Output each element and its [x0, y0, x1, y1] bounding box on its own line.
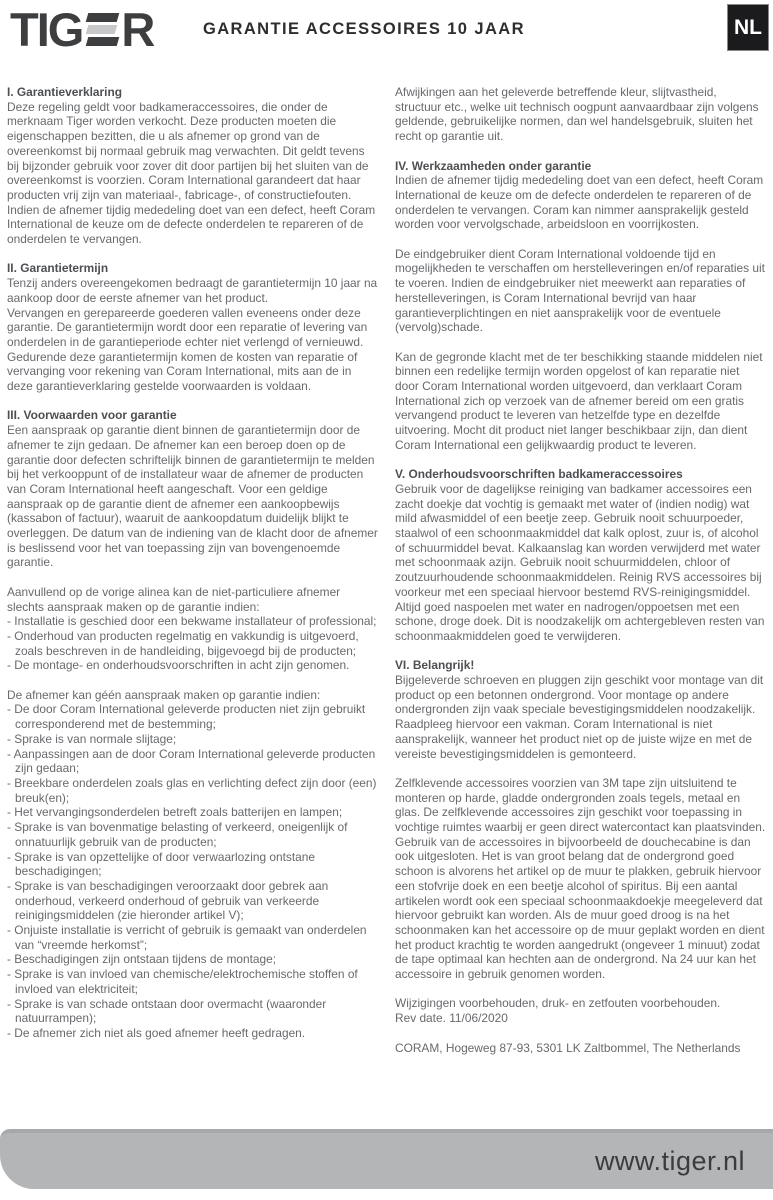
list-item: - Sprake is van bovenmatige belasting of verkeerd, oneigenlijk of onnatuurlijk gebruik van de producten;: [7, 820, 348, 849]
paragraph-gap: [395, 761, 766, 776]
paragraph: Bijgeleverde schroeven en pluggen zijn geschikt voor montage van dit product op een betonnen ondergrond. Voor montage op andere ondergronden zijn vaak speciale bevestigingsmiddelen noodzakelijk. Raadpleeg hiervoor een vakman. Coram International is niet aansprakelijk, wanneer het product niet op de juiste wijze en met de vereiste bevestigingsmiddelen is gemonteerd.: [395, 673, 764, 761]
list-item: - Sprake is van normale slijtage;: [7, 731, 177, 746]
list-item: - Sprake is van schade ontstaan door overmacht (waaronder natuurrampen);: [7, 996, 327, 1026]
paragraph-gap: [395, 144, 766, 159]
list-item: - Sprake is van invloed van chemische/elektrochemische stoffen of invloed van elektriciteit;: [7, 967, 358, 996]
section-heading: I. Garantieverklaring: [7, 85, 122, 99]
section-heading: V. Onderhoudsvoorschriften badkameraccessoires: [395, 467, 683, 482]
paragraph-gap: [395, 335, 766, 350]
logo-text-pre: TIG: [10, 3, 83, 56]
paragraph: Een aanspraak op garantie dient binnen de garantietermijn door de afnemer te zijn gedaan. De afnemer kan een beroep doen op de garantie door defecten schriftelijk binnen de garantietermijn te melden bij het verkooppunt of de installateur waar de afnemer de producten van Coram International heeft aangeschaft. Voor een geldige aanspraak op de garantie dient de afnemer een aankoopbewijs (kassabon of factuur), waaruit de aankoopdatum duidelijk blijkt te overleggen. De datum van de indiening van de klacht door de afnemer is beslissend voor het van toepassing zijn van bovengenoemde garantie.: [7, 423, 378, 570]
paragraph-gap: [395, 453, 766, 468]
paragraph: Gedurende deze garantietermijn komen de kosten van reparatie of vervanging voor rekening van Coram International, mits aan de in deze garantieverklaring gestelde voorwaarden is voldaan.: [7, 349, 358, 394]
paragraph-gap: [395, 232, 766, 247]
list-item: - Onjuiste installatie is verricht of gebruik is gemaakt van onderdelen van “vreemde herkomst”;: [7, 923, 367, 952]
logo-e-bars-icon: [87, 13, 118, 46]
paragraph-gap: [7, 247, 378, 262]
footer-bar: [0, 1129, 773, 1189]
tiger-website-link[interactable]: www.tiger.nl: [594, 1145, 745, 1176]
list-item: - Sprake is van beschadigingen veroorzaakt door gebrek aan onderhoud, verkeerd onderhoud of gebruik van verkeerde reinigingsmiddelen (zie hieronder artikel V);: [7, 878, 329, 923]
paragraph-gap: [7, 673, 378, 688]
paragraph-gap: [395, 982, 766, 997]
paragraph: Zelfklevende accessoires voorzien van 3M tape zijn uitsluitend te monteren op harde, gladde ondergronden zoals tegels, metaal en glas. De zelfklevende accessoires zijn geschikt voor toepassing in vochtige ruimtes waarbij er geen direct watercontact kan plaatsvinden. Gebruik van de accessoires in bijvoorbeeld de douchecabine is dan ook uitgesloten. Het is van groot belang dat de ondergrond goed schoon is alvorens het artikel op de muur te plakken, gebruik hiervoor een stofvrije doek en een beetje alcohol of spiritus. Bij een aantal artikelen wordt ook een speciaal schoonmaakdoekje meegeleverd dat hiervoor gebruikt kan worden. Als de muur goed droog is na het schoonmaken kan het accessoire op de muur geplakt worden en dient het product krachtig te worden aangedrukt (ongeveer 1 minuut) zodat de tape optimaal kan hechten aan de ondergrond. Na 24 uur kan het accessoire in gebruik genomen worden.: [395, 775, 766, 982]
paragraph: Gebruik voor de dagelijkse reiniging van badkamer accessoires een zacht doekje dat vochtig is gemaakt met water of (indien nodig) wat mild afwasmiddel of een beetje zeep. Gebruik nooit schuurpoeder, staalwol of een schoonmaakmiddel dat kalk oplost, zuur is, of alcohol of schuurmiddel bevat. Kalkaanslag kan worden verwijderd met water met schoonmaak azijn. Gebruik nooit schuurmiddelen, chloor of zoutzuurhoudende schoonmaakmiddelen. Reinig RVS accessoires bij voorkeur met een speciaal hiervoor bestemd RVS-reinigingsmiddel. Altijd goed naspoelen met water en nadrogen/oppoetsen met een schone, droge doek. Dit is noodzakelijk om achtergebleven resten van schoonmaakmiddelen goed te verwijderen.: [395, 481, 765, 643]
document-header: [0, 0, 773, 84]
paragraph-gap: [7, 570, 378, 585]
section-heading: IV. Werkzaamheden onder garantie: [395, 158, 592, 173]
list-item: - De afnemer zich niet als goed afnemer heeft gedragen.: [7, 1025, 306, 1040]
list-item: - Beschadigingen zijn ontstaan tijdens de montage;: [7, 952, 277, 967]
page-title: GARANTIE ACCESSOIRES 10 JAAR: [203, 20, 525, 38]
list-item: - Sprake is van opzettelijke of door verwaarlozing ontstane beschadigingen;: [7, 849, 316, 879]
section-heading: II. Garantietermijn: [7, 261, 109, 276]
paragraph: Vervangen en gerepareerde goederen vallen eveneens onder deze garantie. De garantietermijn wordt door een reparatie of levering van onderdelen in de garantieperiode echter niet verlengd of vernieuwd.: [7, 305, 368, 349]
paragraph: De afnemer kan géén aanspraak maken op garantie indien:: [7, 687, 321, 702]
paragraph-gap: [7, 394, 378, 409]
list-item: - Onderhoud van producten regelmatig en vakkundig is uitgevoerd, zoals beschreven in de handleiding, bijgevoegd bij de producten;: [7, 628, 359, 658]
list-item: - Het vervangingsonderdelen betreft zoals batterijen en lampen;: [7, 805, 343, 820]
paragraph-gap: [395, 644, 766, 659]
list-item: - Installatie is geschied door een bekwame installateur of professional;: [7, 614, 377, 629]
paragraph: Afwijkingen aan het geleverde betreffende kleur, slijtvastheid, structuur etc., welke uit technisch oogpunt aanvaardbaar zijn volgens geldende, gebruikelijke normen, dan wel handelsgebruik, sluiten het recht op garantie uit.: [395, 85, 759, 144]
paragraph-gap: [395, 1026, 766, 1041]
paragraph: Kan de gegronde klacht met de ter beschikking staande middelen niet binnen een redelijke termijn worden opgelost of kan reparatie niet door Coram International worden uitgevoerd, dan verklaart Coram International zich op verzoek van de afnemer bereid om een gratis vervangend product te leveren van hetzelfde type en dezelfde uitvoering. Mocht dit product niet langer beschikbaar zijn, dan dient Coram International een gelijkwaardig product te leveren.: [395, 349, 763, 452]
paragraph: Deze regeling geldt voor badkameraccessoires, die onder de merknaam Tiger worden verkocht. Deze producten moeten die eigenschappen bezitten, die u als afnemer op grond van de overeenkomst bij normaal gebruik mag verwachten. Dit geldt tevens bij bijzonder gebruik voor zover dit door partijen bij het sluiten van de overeenkomst is voorzien. Coram International garandeert dat haar producten vrij zijn van materiaal-, fabricage-, of constructiefouten. Indien de afnemer tijdig mededeling doet van een defect, heeft Coram International de keuze om de defecte onderdelen te repareren of de onderdelen te vervangen.: [7, 99, 376, 247]
paragraph: Wijzigingen voorbehouden, druk- en zetfouten voorbehouden.: [395, 996, 721, 1011]
tiger-logo: [10, 3, 154, 56]
paragraph: Aanvullend op de vorige alinea kan de niet-particuliere afnemer slechts aanspraak maken op de garantie indien:: [7, 584, 341, 614]
list-item: - De montage- en onderhoudsvoorschriften in acht zijn genomen.: [7, 658, 350, 673]
list-item: - Aanpassingen aan de door Coram International geleverde producten zijn gedaan;: [7, 746, 376, 776]
paragraph: De eindgebruiker dient Coram International voldoende tijd en mogelijkheden te verschaffen om herstelleveringen en/of reparaties uit te voeren. Indien de eindgebruiker niet meewerkt aan reparaties of herstelleveringen, is Coram International bevrijd van haar garantieverplichtingen en niet aansprakelijk voor de eventuele (vervolg)schade.: [395, 246, 765, 335]
paragraph: CORAM, Hogeweg 87-93, 5301 LK Zaltbommel, The Netherlands: [395, 1040, 741, 1055]
right-column: [395, 85, 766, 1127]
paragraph: Tenzij anders overeengekomen bedraagt de garantietermijn 10 jaar na aankoop door de eerste afnemer van het product.: [7, 276, 378, 305]
list-item: - De door Coram International geleverde producten niet zijn gebruikt corresponderend met de bestemming;: [7, 702, 366, 732]
logo-text-post: R: [121, 3, 154, 56]
language-badge: NL: [727, 4, 769, 51]
left-column: [7, 85, 378, 1127]
document-body: [7, 85, 766, 1127]
section-heading: III. Voorwaarden voor garantie: [7, 408, 177, 423]
section-heading: VI. Belangrijk!: [395, 658, 475, 673]
paragraph: Rev date. 11/06/2020: [395, 1011, 508, 1026]
list-item: - Breekbare onderdelen zoals glas en verlichting defect zijn door (een) breuk(en);: [7, 775, 377, 805]
paragraph: Indien de afnemer tijdig mededeling doet van een defect, heeft Coram International de keuze om de defecte onderdelen te repareren of de onderdelen te vervangen. Coram kan nimmer aansprakelijk gesteld worden voor vervolgschade, arbeidsloon en voorrijkosten.: [395, 173, 764, 232]
